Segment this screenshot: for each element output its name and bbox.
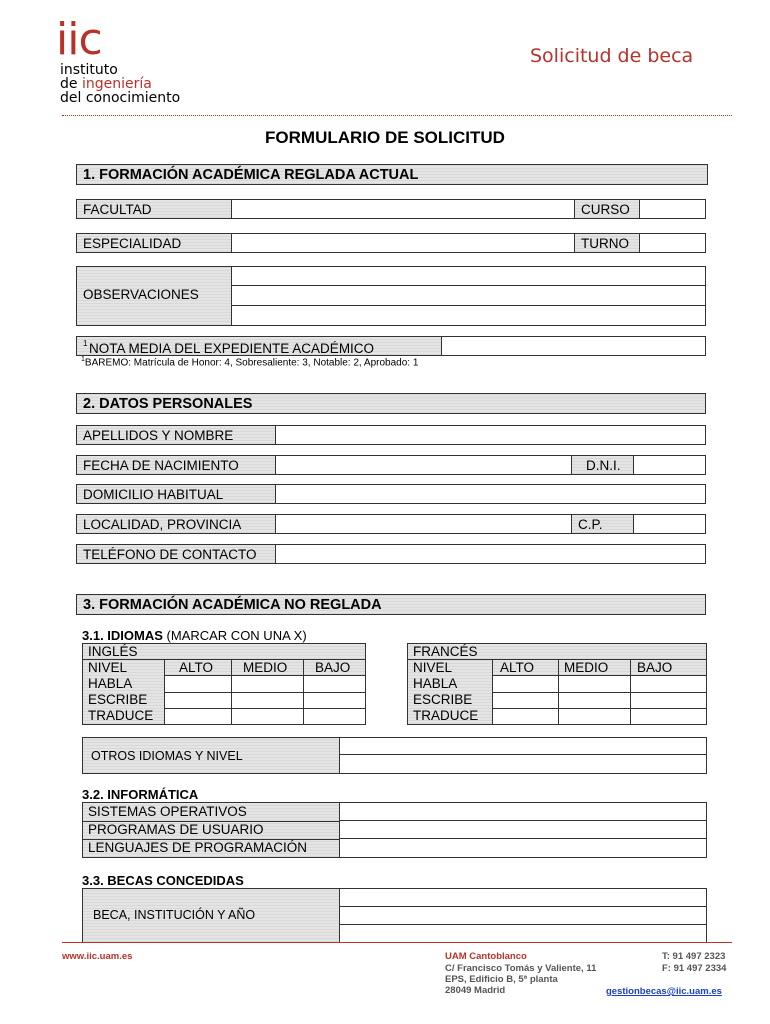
ingles-level-header [165,660,365,676]
logo-line-3: del conocimiento [60,90,181,106]
apellidos-label: APELLIDOS Y NOMBRE [83,428,234,443]
becas-line-1[interactable] [339,889,706,907]
frances-label: FRANCÉS [413,644,478,659]
footer-campus: UAM Cantoblanco [445,951,527,962]
footer-fax: F: 91 497 2334 [662,963,727,974]
section-1-title: 1. FORMACIÓN ACADÉMICA REGLADA ACTUAL [83,167,419,183]
ingles-table [82,643,366,725]
frances-medio-label: MEDIO [564,660,609,675]
cp-field[interactable] [633,515,705,533]
footer-divider [62,942,732,943]
section-2-heading [76,393,706,414]
ingles-traduce-bajo[interactable] [304,709,364,723]
section-1-heading [76,164,708,185]
observaciones-line-1[interactable] [231,267,705,286]
fecha-nacimiento-label: FECHA DE NACIMIENTO [83,458,239,473]
frances-traduce-label: TRADUCE [413,708,479,723]
row-domicilio [76,484,706,504]
row-nota-media [76,336,706,356]
frances-table [407,643,707,725]
logo-line-2-b: ingeniería [81,76,152,92]
sistemas-label: SISTEMAS OPERATIVOS [88,804,247,819]
frances-header [408,644,706,660]
row-observaciones [76,266,706,326]
baremo-footnote-mark: 1 [81,356,85,363]
turno-field[interactable] [639,234,705,252]
ingles-nivel-label: NIVEL [88,660,128,675]
becas-title: 3.3. BECAS CONCEDIDAS [82,873,244,888]
nota-media-label [83,339,375,356]
footer-address-1: C/ Francisco Tomás y Valiente, 11 [445,963,597,974]
ingles-bajo-label: BAJO [315,660,351,675]
ingles-habla-alto[interactable] [166,677,230,691]
nota-media-text: NOTA MEDIA DEL EXPEDIENTE ACADÉMICO [89,341,375,356]
baremo-text: BAREMO: Matrícula de Honor: 4, Sobresaliente: 3, Notable: 2, Aprobado: 1 [84,357,419,369]
frances-alto-label: ALTO [500,660,535,675]
frances-skill-column [408,660,493,724]
dni-label: D.N.I. [586,458,621,473]
becas-line-2[interactable] [339,907,706,925]
domicilio-field[interactable] [275,485,705,503]
frances-nivel-label: NIVEL [413,660,453,675]
ingles-alto-label: ALTO [179,660,214,675]
programas-label: PROGRAMAS DE USUARIO [88,822,264,837]
idiomas-title-text: 3.1. IDIOMAS [82,628,163,643]
page-title: FORMULARIO DE SOLICITUD [265,128,505,147]
lenguajes-field[interactable] [339,839,706,857]
header-divider [62,115,732,116]
telefono-label: TELÉFONO DE CONTACTO [83,547,257,562]
frances-escribe-bajo[interactable] [631,693,705,707]
logo-mark: iic [56,14,102,65]
ingles-habla-medio[interactable] [232,677,302,691]
frances-level-header [493,660,706,676]
ingles-skill-column [83,660,165,724]
row-fecha-dni [76,455,706,475]
row-especialidad [76,233,706,253]
frances-habla-alto[interactable] [494,677,557,691]
frances-escribe-label: ESCRIBE [413,692,473,707]
row-telefono [76,544,706,564]
idiomas-title [82,628,307,643]
domicilio-label: DOMICILIO HABITUAL [83,487,224,502]
ingles-medio-label: MEDIO [243,660,288,675]
frances-traduce-alto[interactable] [494,709,557,723]
telefono-field[interactable] [275,545,705,563]
row-apellidos [76,425,706,445]
frances-escribe-medio[interactable] [559,693,629,707]
localidad-field[interactable] [275,515,571,533]
section-2-title: 2. DATOS PERSONALES [83,396,253,412]
ingles-header [83,644,365,660]
becas-line-3[interactable] [339,925,706,942]
ingles-escribe-medio[interactable] [232,693,302,707]
ingles-escribe-label: ESCRIBE [88,692,148,707]
baremo-note [81,356,418,368]
especialidad-label: ESPECIALIDAD [83,236,182,251]
frances-bajo-label: BAJO [637,660,673,675]
frances-traduce-bajo[interactable] [631,709,705,723]
otros-idiomas-label: OTROS IDIOMAS Y NIVEL [91,749,243,763]
turno-label: TURNO [581,236,629,251]
curso-field[interactable] [639,200,705,218]
otros-idiomas-line-1[interactable] [339,738,706,755]
ingles-traduce-label: TRADUCE [88,708,154,723]
informatica-title: 3.2. INFORMÁTICA [82,787,199,802]
ingles-traduce-medio[interactable] [232,709,302,723]
ingles-traduce-alto[interactable] [166,709,230,723]
document-type: Solicitud de beca [530,45,694,67]
ingles-escribe-alto[interactable] [166,693,230,707]
section-3-title: 3. FORMACIÓN ACADÉMICA NO REGLADA [83,597,382,613]
footer-email-link[interactable]: gestionbecas@iic.uam.es [606,986,722,997]
observaciones-line-3[interactable] [231,306,705,325]
logo-line-1: instituto [60,62,118,78]
programas-field[interactable] [339,821,706,839]
fecha-nacimiento-field[interactable] [275,456,571,474]
facultad-field[interactable] [231,200,574,218]
observaciones-label: OBSERVACIONES [83,287,199,302]
cp-label: C.P. [578,517,603,532]
section-3-heading [76,594,706,615]
nota-media-footnote-mark: 1 [83,339,88,348]
lenguajes-label: LENGUAJES DE PROGRAMACIÓN [88,840,308,855]
especialidad-field[interactable] [231,234,574,252]
row-otros-idiomas [82,737,707,774]
footer-address-3: 28049 Madrid [445,985,506,996]
frances-habla-label: HABLA [413,676,458,691]
footer-address-2: EPS, Edificio B, 5ª planta [445,974,558,985]
footer-tel: T: 91 497 2323 [662,951,726,962]
footer-web-link[interactable]: www.iic.uam.es [62,951,133,962]
frances-traduce-medio[interactable] [559,709,629,723]
localidad-label: LOCALIDAD, PROVINCIA [83,517,242,532]
ingles-escribe-bajo[interactable] [304,693,364,707]
ingles-habla-bajo[interactable] [304,677,364,691]
apellidos-field[interactable] [275,426,705,444]
becas-table [82,888,707,942]
dni-field[interactable] [633,456,705,474]
row-localidad-cp [76,514,706,534]
facultad-label: FACULTAD [83,202,152,217]
observaciones-line-2[interactable] [231,286,705,306]
beca-institucion-label: BECA, INSTITUCIÓN Y AÑO [93,908,256,922]
frances-escribe-alto[interactable] [494,693,557,707]
curso-label: CURSO [581,202,630,217]
logo-line-2-a: de [60,76,82,92]
ingles-habla-label: HABLA [88,676,133,691]
frances-habla-bajo[interactable] [631,677,705,691]
frances-habla-medio[interactable] [559,677,629,691]
idiomas-note: (MARCAR CON UNA X) [162,628,307,643]
nota-media-field[interactable] [441,337,705,355]
otros-idiomas-line-2[interactable] [339,755,706,773]
sistemas-field[interactable] [339,803,706,821]
informatica-table [82,802,707,858]
ingles-label: INGLÉS [88,644,138,659]
row-facultad [76,199,706,219]
